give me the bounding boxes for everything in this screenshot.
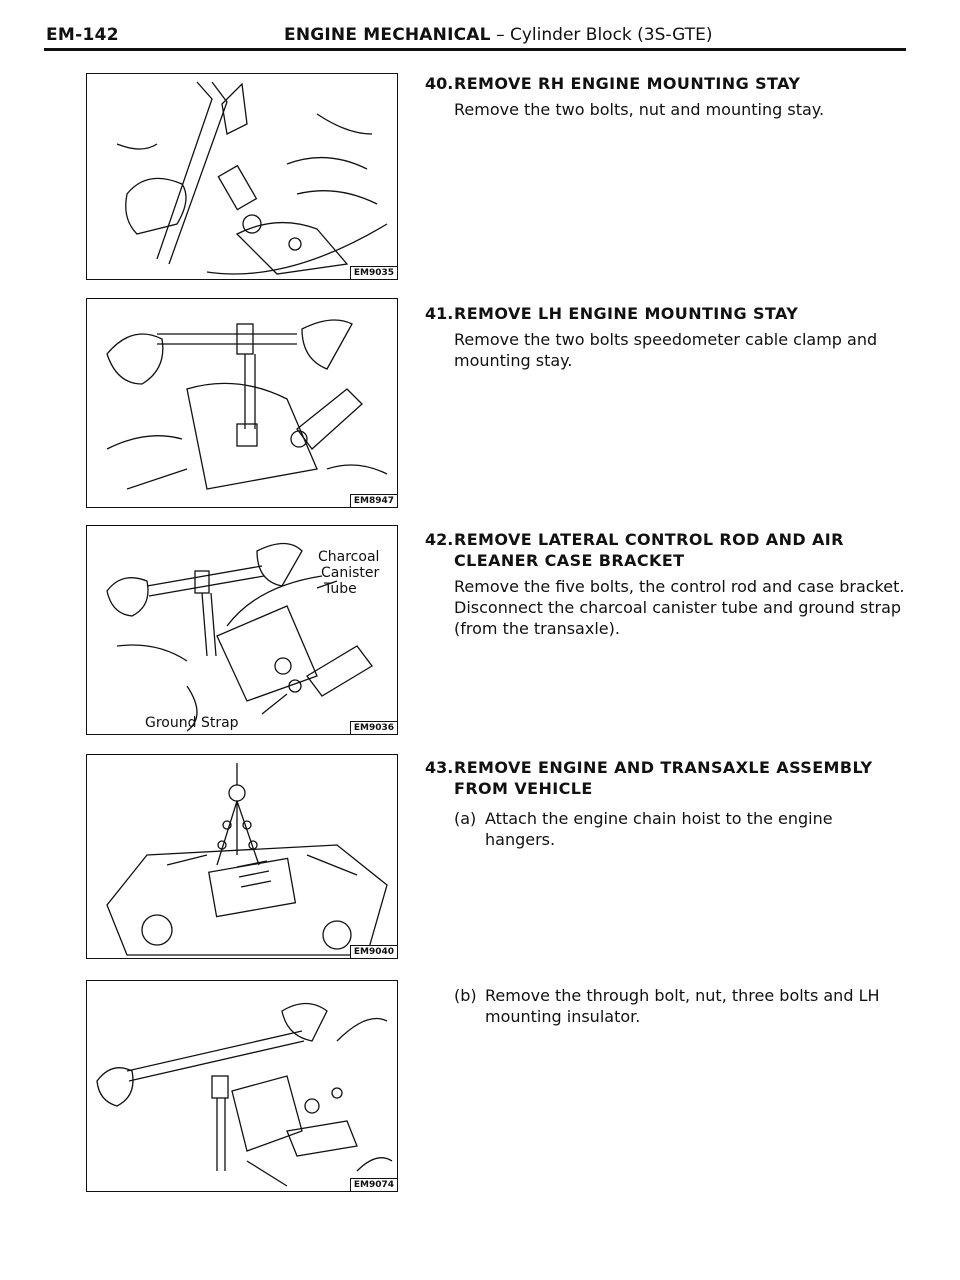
step-title: REMOVE LATERAL CONTROL ROD AND AIR CLEANER CASE BRACKET (454, 530, 844, 570)
page-header (46, 24, 906, 48)
step-body: Remove the two bolts speedometer cable clamp and mounting stay. (454, 330, 878, 370)
step-title: REMOVE ENGINE AND TRANSAXLE ASSEMBLY FROM VEHICLE (454, 758, 873, 798)
step-body: Remove the five bolts, the control rod and case bracket. Disconnect the charcoal canister tube and ground strap (from the transaxle). (454, 577, 905, 638)
substep-letter: (a) (454, 809, 477, 828)
label-charcoal: Charcoal (318, 549, 380, 565)
substep-b (454, 985, 906, 1027)
step-title: REMOVE RH ENGINE MOUNTING STAY (454, 74, 801, 93)
figure-code: EM8947 (350, 494, 397, 507)
illustration-chain-hoist (87, 755, 398, 959)
illustration-insulator (87, 981, 398, 1192)
section-title-rest: – Cylinder Block (3S-GTE) (490, 25, 713, 45)
figure-code: EM9040 (350, 945, 397, 958)
step-title: REMOVE LH ENGINE MOUNTING STAY (454, 304, 799, 323)
figure-engine-hoist (86, 754, 398, 959)
substep-letter: (b) (454, 986, 477, 1005)
figure-rh-mounting-stay (86, 73, 398, 280)
section-title-bold: ENGINE MECHANICAL (284, 25, 491, 45)
step-42 (425, 529, 905, 639)
step-41 (425, 303, 905, 371)
page-number: EM-142 (46, 25, 119, 45)
illustration-wrench-lh-stay (87, 299, 398, 508)
step-number: 41. (425, 304, 454, 323)
substep-text: Remove the through bolt, nut, three bolts and LH mounting insulator. (485, 986, 880, 1026)
header-rule (44, 48, 906, 51)
step-number: 43. (425, 758, 454, 777)
figure-lh-mounting-stay (86, 298, 398, 508)
figure-code: EM9035 (350, 266, 397, 279)
step-43 (425, 757, 905, 799)
figure-code: EM9036 (350, 721, 397, 734)
step-40 (425, 73, 905, 120)
step-body: Remove the two bolts, nut and mounting stay. (454, 100, 825, 119)
step-number: 42. (425, 530, 454, 549)
substep-text: Attach the engine chain hoist to the engine hangers. (485, 809, 833, 849)
label-canister: Canister (321, 565, 380, 581)
substep-a (454, 808, 906, 850)
figure-code: EM9074 (350, 1178, 397, 1191)
label-tube: Tube (324, 581, 357, 597)
figure-lateral-control-rod (86, 525, 398, 735)
section-title (284, 24, 713, 46)
step-number: 40. (425, 74, 454, 93)
illustration-wrench-rh-stay (87, 74, 398, 280)
label-ground-strap: Ground Strap (145, 715, 239, 731)
figure-lh-insulator (86, 980, 398, 1192)
